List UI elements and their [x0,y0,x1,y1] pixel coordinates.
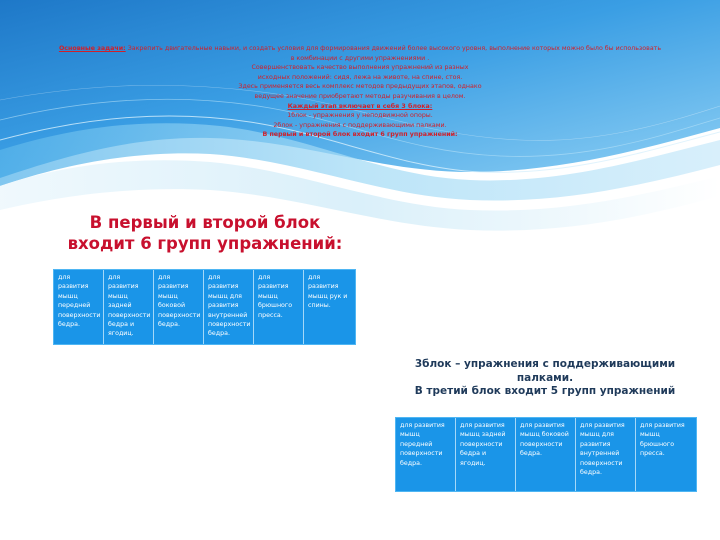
header-line-3: Совершенствовать качество выполнения упражнений из разных [251,64,469,72]
table1-cell: для развития мышц брюшного пресса. [254,270,304,344]
table2-cell: для развития мышц брюшного пресса. [640,422,685,458]
header-line-4: исходных положений: сидя, лежа на животе, на спине, стоя. [257,73,463,81]
header-line-8: 1блок - упражнения у неподвижной опоры. [287,112,433,120]
header-line-10: В первый и второй блок входит 6 групп упражнений: [262,131,458,139]
exercise-groups-table-2 [395,417,697,492]
table2-cell: для развития мышц боковой поверхности бедра. [516,418,576,491]
tasks-text: Закрепить двигательные навыки, и создать условия для формирования движений более высокого уровня, выполнение которых можно было бы использовать [125,45,662,52]
table2-cell: для развития мышц задней поверхности бедра и ягодиц. [456,418,516,491]
header-line-1 [30,44,690,54]
blocks-1-2-heading [40,212,370,254]
block-3-heading [405,358,685,399]
header-line-5: Здесь применяется весь комплекс методов предыдущих этапов, однако [238,83,482,91]
heading2-line2: палками. [516,371,574,384]
header-text [30,44,690,140]
table1-cell: для развития мышц задней поверхности бедра и ягодиц. [104,270,154,344]
header-line-2: в комбинации с другими упражнениями . [290,54,430,62]
table1-cell: для развития мышц для развития внутренней поверхности бедра. [204,270,254,344]
exercise-groups-table-1 [53,269,356,345]
table2-cell: для развития мышц для развития внутренней поверхности бедра. [576,418,636,491]
heading1-line1: В первый и второй блок [89,213,321,232]
header-line-6: ведущее значение приобретают методы разучивания в целом. [254,92,466,100]
heading2-line1: 3блок – упражнения с поддерживающими [414,358,676,370]
table1-cell: для развития мышц рук и спины. [308,274,348,310]
heading1-line2: входит 6 групп упражнений: [67,234,343,253]
table1-cell: для развития мышц передней поверхности бедра. [54,270,104,344]
heading2-line3: В третий блок входит 5 групп упражнений [414,385,676,397]
table1-cell: для развития мышц боковой поверхности бедра. [154,270,204,344]
header-line-9: 2блок - упражнения с поддерживающими палками. [273,121,447,129]
table2-cell: для развития мышц передней поверхности бедра. [396,418,456,491]
header-line-7: Каждый этап включает в себя 3 блока: [287,102,433,110]
tasks-label: Основные задачи: [58,45,126,52]
